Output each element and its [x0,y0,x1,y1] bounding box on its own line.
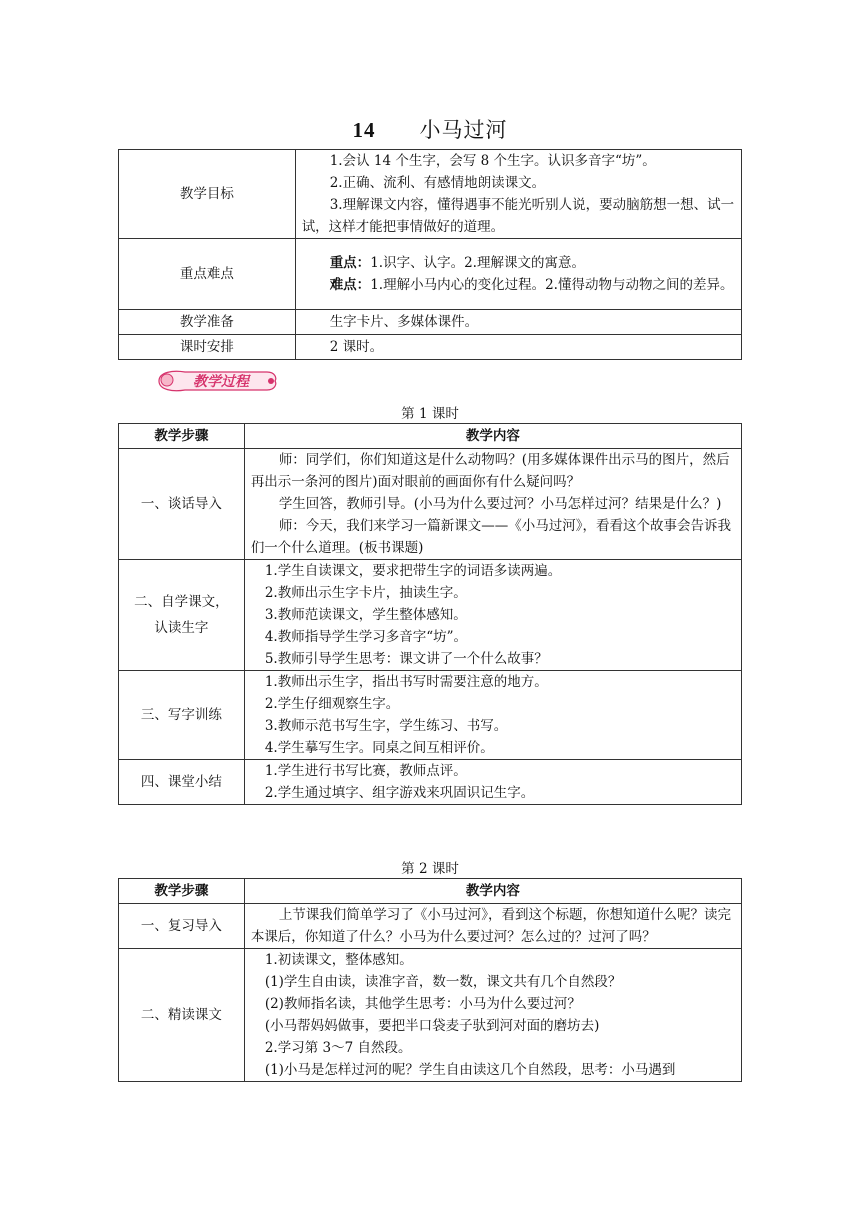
content-line: (小马帮妈妈做事，要把半口袋麦子驮到河对面的磨坊去) [264,1018,600,1034]
lesson2-step-1 [119,904,742,949]
step-name: 四、课堂小结 [119,760,245,805]
lesson1-step-2 [119,560,742,671]
step-name: 三、写字训练 [119,671,245,760]
focus-key: 重点： [329,255,371,271]
lesson1-step-3 [119,671,742,760]
lesson2-step-2 [119,949,742,1082]
dot-icon [268,378,274,384]
prep-content [295,310,741,335]
lesson-number: 14 [352,118,376,142]
step-name-line: 认读生字 [154,620,209,636]
col-content-header: 教学内容 [244,424,741,449]
step-name [119,560,245,671]
lesson1-heading: 第 1 课时 [401,406,459,422]
content-line: 3.教师范读课文，学生整体感知。 [264,607,467,623]
focus-text: 1.识字、认字。2.理解课文的寓意。 [370,255,585,271]
difficulty-line [302,274,735,296]
content-line: 1.学生自读课文，要求把带生字的词语多读两遍。 [264,563,562,579]
step-name-line: 二、自学课文， [134,594,229,610]
lesson-title [0,114,860,144]
content-line: (1)小马是怎样过河的呢？学生自由读这几个自然段，思考：小马遇到 [264,1062,676,1078]
step-content [244,904,741,949]
focus-content [295,239,741,310]
content-line: 上节课我们简单学习了《小马过河》，看到这个标题，你想知道什么呢？读完本课后，你知道了什么？小马为什么要过河？怎么过的？过河了吗？ [250,907,732,945]
lesson2-header-row [119,879,742,904]
focus-line [302,252,735,274]
overview-row-focus [119,239,742,310]
content-line: 师：同学们，你们知道这是什么动物吗？(用多媒体课件出示马的图片，然后再出示一条河的图片)面对眼前的画面你有什么疑问吗？ [250,452,730,490]
prep-line: 生字卡片、多媒体课件。 [329,314,479,330]
content-line: 师：今天，我们来学习一篇新课文——《小马过河》，看看这个故事会告诉我们一个什么道理。(板书课题) [250,518,732,556]
lesson2-table [118,878,742,1082]
row-label-goals: 教学目标 [119,150,296,239]
step-content [244,449,741,560]
step-content [244,949,741,1082]
goal-line: 1.会认 14 个生字，会写 8 个生字。认识多音字“坊”。 [329,153,656,169]
overview-table [118,149,742,360]
content-line: 4.教师指导学生学习多音字“坊”。 [264,629,467,645]
overview-row-prep [119,310,742,335]
row-label-schedule: 课时安排 [119,335,296,360]
content-line: 2.学生仔细观察生字。 [264,696,400,712]
content-line: 4.学生摹写生字。同桌之间互相评价。 [264,740,494,756]
content-line: 5.教师引导学生思考：课文讲了一个什么故事？ [264,651,548,667]
col-content-header: 教学内容 [244,879,741,904]
overview-row-schedule [119,335,742,360]
goals-content [295,150,741,239]
lesson1-header-row [119,424,742,449]
content-line: 3.教师示范书写生字，学生练习、书写。 [264,718,508,734]
content-line: 学生回答，教师引导。(小马为什么要过河？小马怎样过河？结果是什么？) [278,496,722,512]
content-line: 1.教师出示生字，指出书写时需要注意的地方。 [264,674,548,690]
step-content [244,760,741,805]
overview-row-goals [119,150,742,239]
col-step-header: 教学步骤 [119,879,245,904]
row-label-prep: 教学准备 [119,310,296,335]
lesson1-step-1 [119,449,742,560]
lesson1-table [118,423,742,805]
step-name: 一、谈话导入 [119,449,245,560]
schedule-line: 2 课时。 [329,339,384,355]
schedule-content [295,335,741,360]
content-line: 2.学生通过填字、组字游戏来巩固识记生字。 [264,785,535,801]
teaching-process-banner [155,366,279,396]
content-line: 2.学习第 3～7 自然段。 [264,1040,412,1056]
goal-line: 2.正确、流利、有感情地朗读课文。 [329,175,546,191]
content-line: (1)学生自由读，读准字音，数一数，课文共有几个自然段？ [264,974,622,990]
difficulty-key: 难点： [329,277,371,293]
content-line: 1.初读课文，整体感知。 [264,952,413,968]
cartoon-face-icon [161,374,173,386]
row-label-focus: 重点难点 [119,239,296,310]
content-line: (2)教师指名读，其他学生思考：小马为什么要过河？ [264,996,581,1012]
difficulty-text: 1.理解小马内心的变化过程。2.懂得动物与动物之间的差异。 [370,277,734,293]
lesson1-step-4 [119,760,742,805]
step-content [244,560,741,671]
content-line: 1.学生进行书写比赛，教师点评。 [264,763,467,779]
lesson2-heading: 第 2 课时 [401,861,459,877]
lesson-title-text: 小马过河 [419,118,508,142]
col-step-header: 教学步骤 [119,424,245,449]
step-content [244,671,741,760]
goal-line: 3.理解课文内容，懂得遇事不能光听别人说，要动脑筋想一想、试一试，这样才能把事情做好的道理。 [301,197,735,235]
step-name: 一、复习导入 [119,904,245,949]
step-name: 二、精读课文 [119,949,245,1082]
banner-text: 教学过程 [193,374,249,390]
content-line: 2.教师出示生字卡片，抽读生字。 [264,585,467,601]
